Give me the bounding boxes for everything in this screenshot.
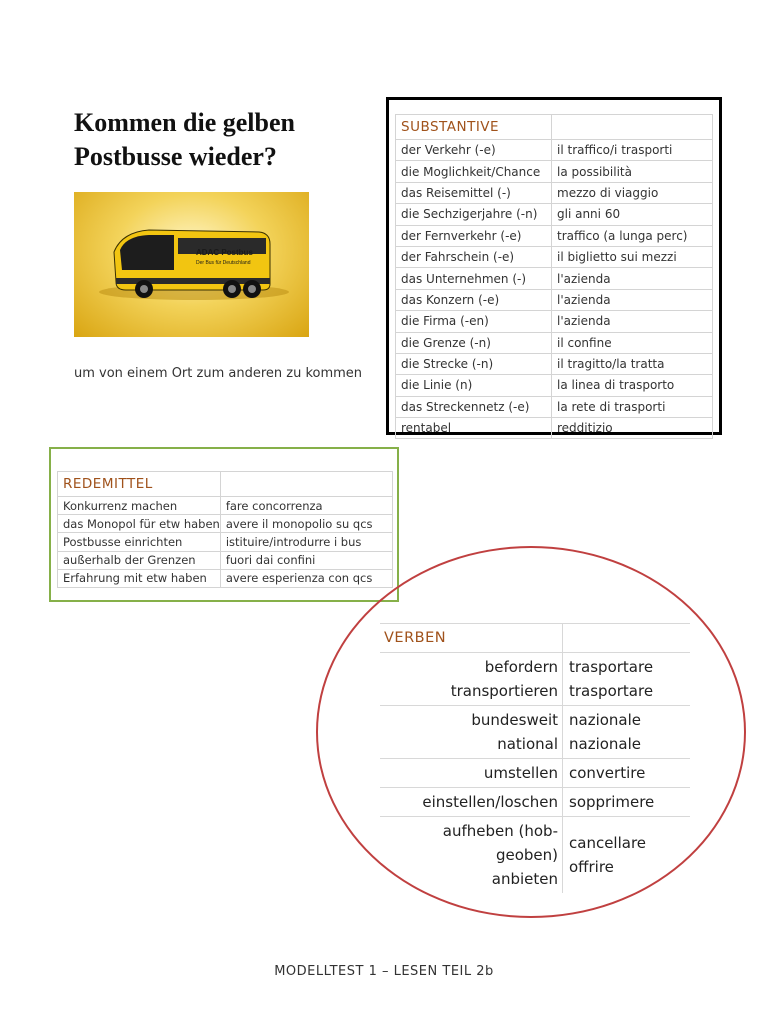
german-term: die Moglichkeit/Chance — [396, 161, 552, 182]
italian-verb: convertire — [569, 764, 646, 782]
italian-verb: cancellare — [569, 834, 647, 852]
italian-translation: avere esperienza con qcs — [220, 569, 392, 587]
italian-verb: sopprimere — [569, 793, 655, 811]
italian-translation: l'azienda — [552, 268, 713, 289]
german-verb-cell — [380, 706, 563, 759]
german-term: das Unternehmen (-) — [396, 268, 552, 289]
italian-translation: istituire/introdurre i bus — [220, 533, 392, 551]
italian-translation: il biglietto sui mezzi — [552, 246, 713, 267]
german-phrase: Konkurrenz machen — [58, 497, 221, 515]
german-verb: einstellen/loschen — [422, 793, 558, 811]
german-phrase: das Monopol für etw haben — [58, 515, 221, 533]
table-row — [396, 332, 713, 353]
table-row — [396, 375, 713, 396]
german-verb-cell — [380, 788, 563, 817]
redemittel-heading-empty — [220, 472, 392, 497]
substantive-heading-empty — [552, 115, 713, 140]
table-row — [396, 418, 713, 439]
italian-translation: il traffico/i trasporti — [552, 140, 713, 161]
title-line-1: Kommen die gelben — [74, 108, 295, 137]
german-verb-cell — [380, 759, 563, 788]
table-row — [396, 246, 713, 267]
italian-translation: la linea di trasporto — [552, 375, 713, 396]
german-verb: anbieten — [491, 870, 558, 888]
bus-logo: ADAC Postbus Der Bus für Deutschland — [196, 248, 253, 266]
german-term: die Linie (n) — [396, 375, 552, 396]
table-row — [58, 533, 393, 551]
german-verb: aufheben (hob-geoben) — [442, 822, 558, 864]
german-verb-cell — [380, 817, 563, 894]
footer: MODELLTEST 1 – LESEN TEIL 2b — [274, 964, 494, 979]
table-row — [396, 396, 713, 417]
table-row — [396, 140, 713, 161]
italian-verb-cell — [563, 653, 691, 706]
table-row — [396, 311, 713, 332]
italian-translation: gli anni 60 — [552, 204, 713, 225]
caption: um von einem Ort zum anderen zu kommen — [74, 366, 363, 381]
verben-heading-empty — [563, 624, 691, 653]
table-row — [396, 182, 713, 203]
substantive-box — [386, 97, 722, 435]
german-term: die Firma (-en) — [396, 311, 552, 332]
italian-translation: la possibilità — [552, 161, 713, 182]
table-row — [396, 225, 713, 246]
german-verb-cell — [380, 653, 563, 706]
table-row — [396, 289, 713, 310]
table-row — [380, 788, 690, 817]
german-verb: befordern — [484, 658, 558, 676]
italian-verb-cell — [563, 759, 691, 788]
redemittel-box — [49, 447, 399, 602]
german-term: der Fernverkehr (-e) — [396, 225, 552, 246]
bus-illustration — [74, 192, 309, 337]
table-row — [380, 706, 690, 759]
table-row — [380, 759, 690, 788]
italian-verb: trasportare — [569, 658, 654, 676]
german-phrase: Erfahrung mit etw haben — [58, 569, 221, 587]
german-term: die Sechzigerjahre (-n) — [396, 204, 552, 225]
italian-translation: la rete di trasporti — [552, 396, 713, 417]
german-verb: national — [497, 735, 558, 753]
italian-translation: fare concorrenza — [220, 497, 392, 515]
table-row — [396, 268, 713, 289]
table-row — [396, 353, 713, 374]
german-term: der Verkehr (-e) — [396, 140, 552, 161]
italian-translation: avere il monopolio su qcs — [220, 515, 392, 533]
german-phrase: Postbusse einrichten — [58, 533, 221, 551]
german-term: rentabel — [396, 418, 552, 439]
german-phrase: außerhalb der Grenzen — [58, 551, 221, 569]
substantive-heading-row — [396, 115, 713, 140]
italian-verb: nazionale — [569, 711, 642, 729]
german-verb: umstellen — [483, 764, 558, 782]
italian-translation: mezzo di viaggio — [552, 182, 713, 203]
german-verb: bundesweit — [471, 711, 558, 729]
verben-heading-row — [380, 624, 690, 653]
italian-translation: redditizio — [552, 418, 713, 439]
italian-translation: l'azienda — [552, 311, 713, 332]
table-row — [380, 817, 690, 894]
substantive-table — [395, 114, 713, 439]
redemittel-heading-row — [58, 472, 393, 497]
german-term: die Grenze (-n) — [396, 332, 552, 353]
italian-translation: il tragitto/la tratta — [552, 353, 713, 374]
german-term: das Streckennetz (-e) — [396, 396, 552, 417]
table-row — [58, 497, 393, 515]
italian-translation: fuori dai confini — [220, 551, 392, 569]
italian-verb: offrire — [569, 858, 614, 876]
italian-verb: nazionale — [569, 735, 642, 753]
verben-heading: VERBEN — [380, 624, 563, 653]
redemittel-heading: REDEMITTEL — [58, 472, 221, 497]
italian-translation: il confine — [552, 332, 713, 353]
italian-verb-cell — [563, 817, 691, 894]
substantive-heading: SUBSTANTIVE — [396, 115, 552, 140]
bus-photo — [74, 192, 309, 337]
verben-table — [380, 623, 690, 893]
table-row — [380, 653, 690, 706]
german-term: das Reisemittel (-) — [396, 182, 552, 203]
table-row — [58, 569, 393, 587]
german-term: die Strecke (-n) — [396, 353, 552, 374]
table-row — [58, 515, 393, 533]
italian-verb: trasportare — [569, 682, 654, 700]
german-term: das Konzern (-e) — [396, 289, 552, 310]
german-term: der Fahrschein (-e) — [396, 246, 552, 267]
table-row — [396, 204, 713, 225]
page-title — [74, 106, 374, 174]
table-row — [58, 551, 393, 569]
italian-translation: traffico (a lunga perc) — [552, 225, 713, 246]
table-row — [396, 161, 713, 182]
italian-verb-cell — [563, 706, 691, 759]
german-verb: transportieren — [450, 682, 558, 700]
redemittel-table — [57, 471, 393, 588]
italian-verb-cell — [563, 788, 691, 817]
italian-translation: l'azienda — [552, 289, 713, 310]
title-line-2: Postbusse wieder? — [74, 142, 277, 171]
